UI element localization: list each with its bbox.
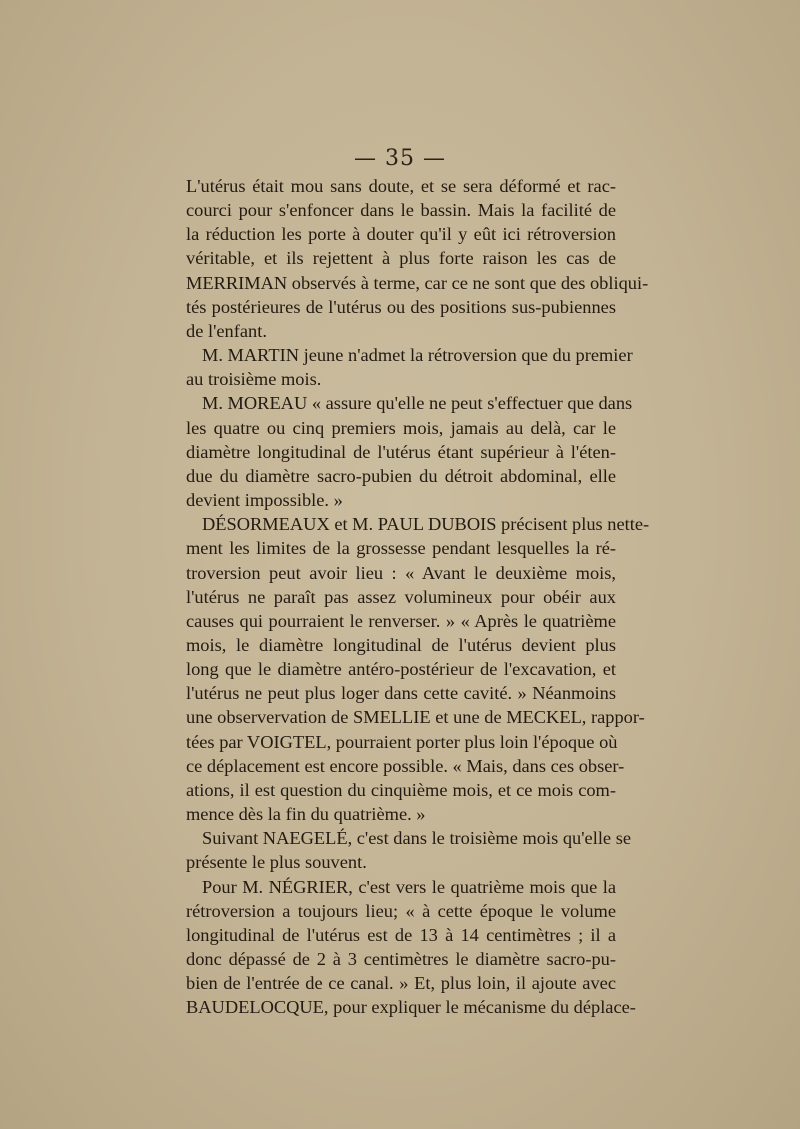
text-line: ment les limites de la grossesse pendant lesquelles la ré- <box>186 538 616 559</box>
text-line: devient impossible. » <box>186 490 343 511</box>
text-line: de l'enfant. <box>186 320 267 341</box>
text-line: M. MOREAU « assure qu'elle ne peut s'effectuer que dans <box>202 393 633 414</box>
text-line: Suivant NAEGELÉ, c'est dans le troisième mois qu'elle se <box>202 828 632 849</box>
text-line: mence dès la fin du quatrième. » <box>186 804 426 825</box>
text-line: véritable, et ils rejettent à plus forte raison les cas de <box>186 248 616 269</box>
text-line: donc dépassé de 2 à 3 centimètres le diamètre sacro-pu- <box>186 949 616 969</box>
text-line: mois, le diamètre longitudinal de l'utérus devient plus <box>186 634 616 655</box>
text-line: l'utérus ne peut plus loger dans cette cavité. » Néanmoins <box>186 683 616 704</box>
text-line: les quatre ou cinq premiers mois, jamais au delà, car le <box>186 417 616 438</box>
text-line: la réduction les porte à douter qu'il y eût ici rétroversion <box>186 224 616 245</box>
text-line: courci pour s'enfoncer dans le bassin. Mais la facilité de <box>186 200 616 221</box>
text-line: diamètre longitudinal de l'utérus étant supérieur à l'éten- <box>186 441 616 462</box>
page-number: — 35 — <box>354 146 446 171</box>
text-line: longitudinal de l'utérus est de 13 à 14 centimètres ; il a <box>186 924 616 945</box>
text-line: BAUDELOCQUE, pour expliquer le mécanisme du déplace- <box>186 997 636 1018</box>
text-line: une observervation de SMELLIE et une de MECKEL, rappor- <box>186 707 645 728</box>
text-line: tées par VOIGTEL, pourraient porter plus loin l'époque où <box>186 731 618 752</box>
text-line: rétroversion a toujours lieu; « à cette époque le volume <box>186 900 616 921</box>
text-line: ations, il est question du cinquième mois, et ce mois com- <box>186 779 616 800</box>
text-line: due du diamètre sacro-pubien du détroit abdominal, elle <box>186 465 616 486</box>
text-line: DÉSORMEAUX et M. PAUL DUBOIS précisent plus nette- <box>202 514 650 535</box>
text-line: l'utérus ne paraît pas assez volumineux pour obéir aux <box>186 586 616 607</box>
text-line: au troisième mois. <box>186 369 322 390</box>
text-line: tés postérieures de l'utérus ou des positions sus-pubiennes <box>186 296 616 317</box>
text-line: bien de l'entrée de ce canal. » Et, plus loin, il ajoute avec <box>186 973 616 994</box>
text-line: long que le diamètre antéro-postérieur de l'excavation, et <box>186 659 616 680</box>
text-line: L'utérus était mou sans doute, et se sera déformé et rac- <box>186 176 616 196</box>
text-line: MERRIMAN observés à terme, car ce ne sont que des obliqui- <box>186 272 649 293</box>
text-line: causes qui pourraient le renverser. » « Après le quatrième <box>186 610 616 631</box>
text-line: M. MARTIN jeune n'admet la rétroversion que du premier <box>202 345 633 366</box>
text-line: ce déplacement est encore possible. « Mais, dans ces obser- <box>186 755 625 776</box>
text-line: troversion peut avoir lieu : « Avant le deuxième mois, <box>186 562 616 583</box>
text-line: Pour M. NÉGRIER, c'est vers le quatrième mois que la <box>202 876 616 897</box>
body-text <box>186 174 650 1019</box>
text-line: présente le plus souvent. <box>186 852 367 873</box>
